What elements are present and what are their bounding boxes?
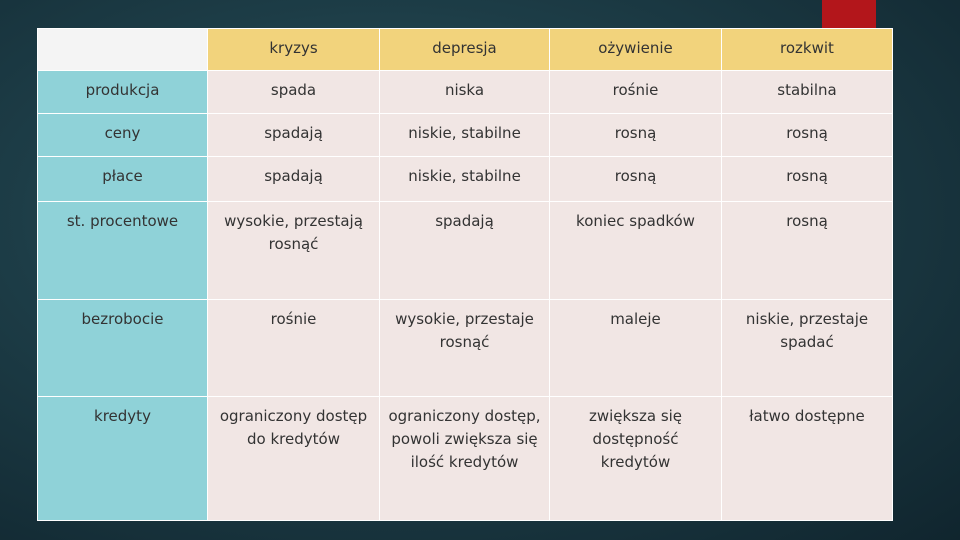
row-header: płace bbox=[38, 157, 208, 202]
table-cell: spadają bbox=[208, 157, 380, 202]
table-cell: ograniczony dostęp, powoli zwiększa się ilość kredytów bbox=[380, 397, 550, 521]
table-cell: niskie, stabilne bbox=[380, 157, 550, 202]
row-header: ceny bbox=[38, 114, 208, 157]
column-header: depresja bbox=[380, 29, 550, 71]
table-cell: spadają bbox=[380, 202, 550, 300]
table-header-row bbox=[38, 29, 893, 71]
table-cell: rosną bbox=[722, 114, 893, 157]
table-row bbox=[38, 114, 893, 157]
table-cell: niska bbox=[380, 71, 550, 114]
table-cell: koniec spadków bbox=[550, 202, 722, 300]
red-accent-bar bbox=[822, 0, 876, 28]
row-header: bezrobocie bbox=[38, 300, 208, 397]
table-cell: rosną bbox=[722, 157, 893, 202]
row-header: kredyty bbox=[38, 397, 208, 521]
table-cell: spadają bbox=[208, 114, 380, 157]
table-row bbox=[38, 157, 893, 202]
table-cell: rosną bbox=[550, 114, 722, 157]
table-row bbox=[38, 397, 893, 521]
column-header: rozkwit bbox=[722, 29, 893, 71]
table-cell: rośnie bbox=[208, 300, 380, 397]
table-cell: niskie, przestaje spadać bbox=[722, 300, 893, 397]
table-cell: spada bbox=[208, 71, 380, 114]
table-cell: rosną bbox=[550, 157, 722, 202]
table-cell: wysokie, przestają rosnąć bbox=[208, 202, 380, 300]
table-row bbox=[38, 71, 893, 114]
column-header: kryzys bbox=[208, 29, 380, 71]
column-header: ożywienie bbox=[550, 29, 722, 71]
table-cell: niskie, stabilne bbox=[380, 114, 550, 157]
row-header: st. procentowe bbox=[38, 202, 208, 300]
table-cell: wysokie, przestaje rosnąć bbox=[380, 300, 550, 397]
row-header: produkcja bbox=[38, 71, 208, 114]
business-cycle-table bbox=[37, 28, 893, 521]
table-cell: ograniczony dostęp do kredytów bbox=[208, 397, 380, 521]
table-cell: stabilna bbox=[722, 71, 893, 114]
table-cell: zwiększa się dostępność kredytów bbox=[550, 397, 722, 521]
table-cell: maleje bbox=[550, 300, 722, 397]
table-row bbox=[38, 300, 893, 397]
table-cell: rośnie bbox=[550, 71, 722, 114]
table-row bbox=[38, 202, 893, 300]
corner-cell bbox=[38, 29, 208, 71]
table-cell: łatwo dostępne bbox=[722, 397, 893, 521]
table-cell: rosną bbox=[722, 202, 893, 300]
